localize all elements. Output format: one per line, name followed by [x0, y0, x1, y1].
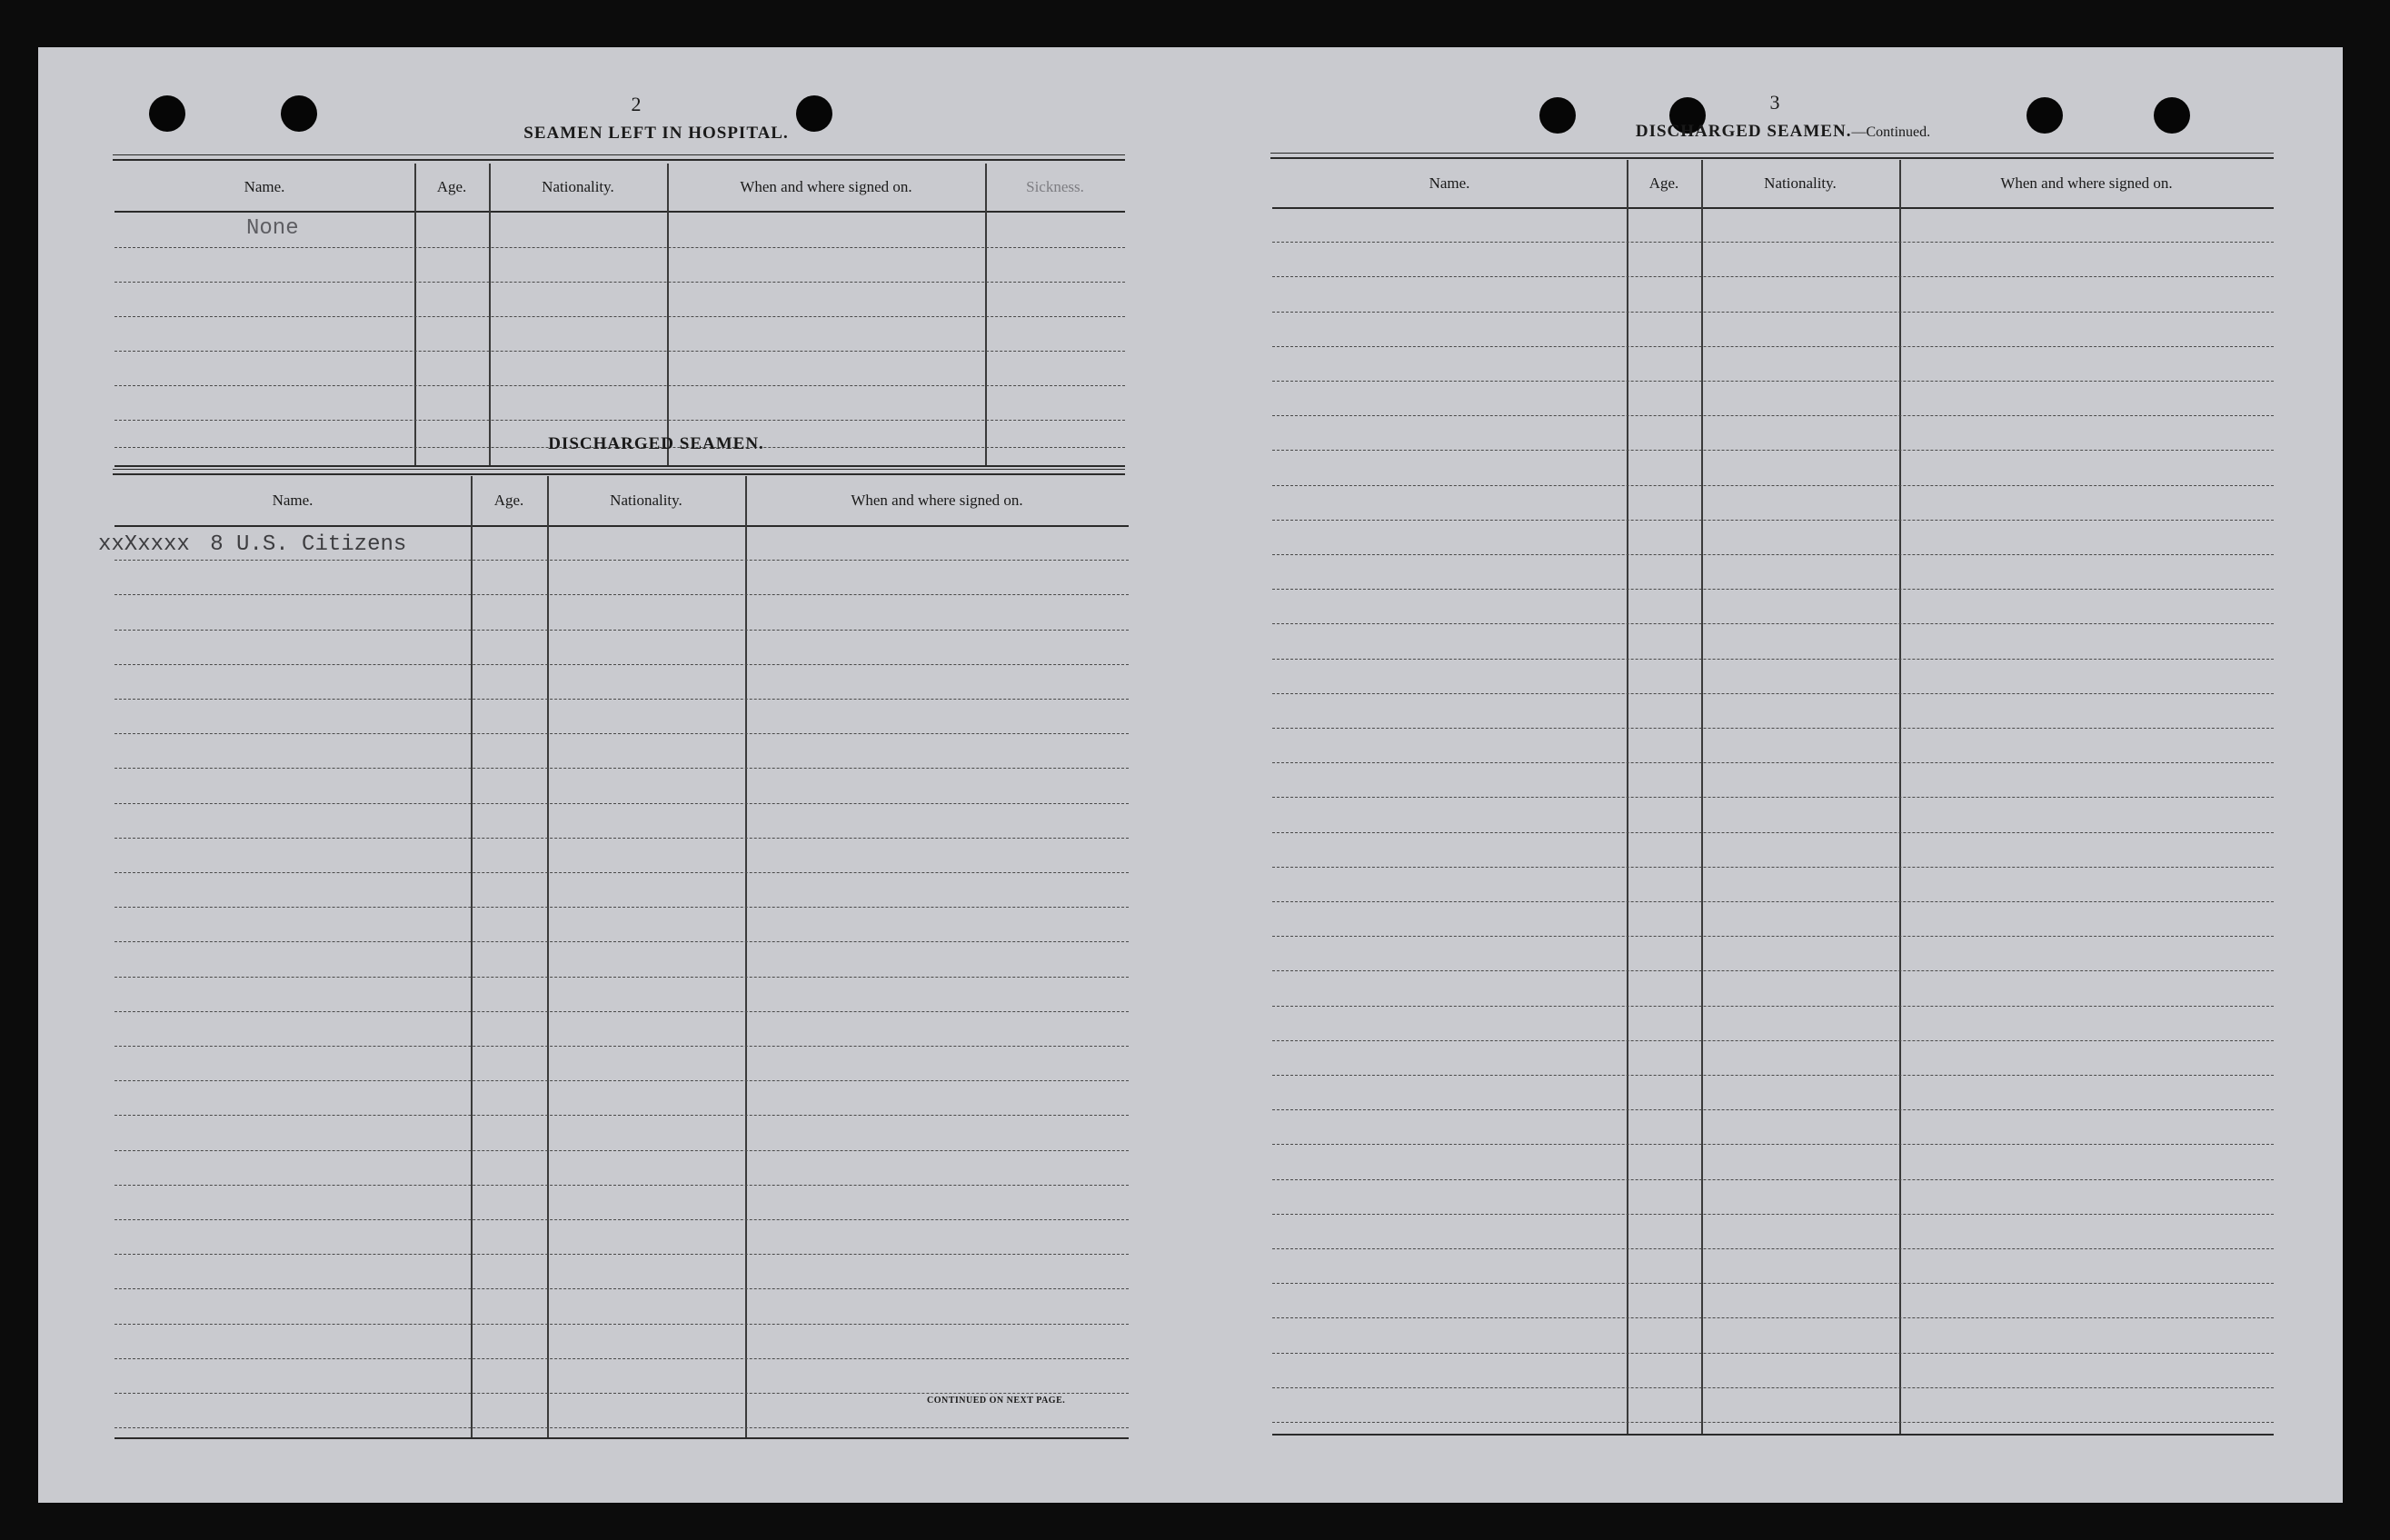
row-line [1272, 276, 2274, 277]
row-line [1272, 1144, 2274, 1145]
row-line [115, 1393, 1129, 1394]
row-line [1272, 867, 2274, 868]
row-line [115, 733, 1129, 734]
row-line [1272, 1179, 2274, 1180]
discharged-entry-text: 8 U.S. Citizens [210, 532, 407, 557]
header-nationality: Nationality. [542, 178, 614, 195]
row-line [115, 560, 1129, 561]
discharged-entry [98, 532, 406, 557]
row-line [1272, 485, 2274, 486]
row-line [115, 768, 1129, 769]
continued-section-title [1583, 122, 1983, 142]
header-name: Name. [272, 492, 314, 509]
hospital-top-rule [113, 154, 1125, 155]
row-line [1272, 312, 2274, 313]
row-line [115, 664, 1129, 665]
row-line [115, 872, 1129, 873]
row-line [115, 282, 1125, 283]
punch-hole [149, 95, 185, 132]
right-top-rule [1270, 153, 2274, 154]
row-line [1272, 346, 2274, 347]
header-sickness: Sickness. [1026, 178, 1084, 195]
discharged-top-rule [113, 469, 1125, 470]
row-line [1272, 242, 2274, 243]
row-line [1272, 693, 2274, 694]
row-line [1272, 623, 2274, 624]
header-name: Name. [1429, 174, 1470, 192]
row-line [115, 907, 1129, 908]
punch-hole [1539, 97, 1576, 134]
punch-hole [2027, 97, 2063, 134]
header-name: Name. [244, 178, 285, 195]
row-line [115, 1115, 1129, 1116]
header-signed-on: When and where signed on. [2000, 174, 2173, 192]
row-line [1272, 1422, 2274, 1423]
row-line [1272, 1006, 2274, 1007]
row-line [1272, 381, 2274, 382]
row-line [115, 1358, 1129, 1359]
struck-out-text: xxXxxxx [98, 532, 190, 557]
page-number-left: 2 [631, 93, 642, 115]
row-line [1272, 728, 2274, 729]
row-line [115, 420, 1125, 421]
header-age: Age. [436, 178, 467, 195]
column-divider [547, 476, 549, 1437]
row-line [1272, 1248, 2274, 1249]
row-line [115, 247, 1125, 248]
row-line [115, 803, 1129, 804]
discharged-table-header [115, 476, 1129, 527]
row-line [115, 630, 1129, 631]
row-line [1272, 1214, 2274, 1215]
row-line [115, 1011, 1129, 1012]
row-line [1272, 1040, 2274, 1041]
row-line [115, 1219, 1129, 1220]
row-line [1272, 589, 2274, 590]
discharged-section-title: DISCHARGED SEAMEN. [548, 434, 764, 453]
header-signed-on: When and where signed on. [851, 492, 1023, 509]
row-line [115, 1185, 1129, 1186]
row-line [115, 1288, 1129, 1289]
row-line [1272, 832, 2274, 833]
row-line [115, 385, 1125, 386]
punch-hole [2154, 97, 2190, 134]
row-line [115, 838, 1129, 839]
title-main: DISCHARGED SEAMEN. [1635, 122, 1852, 141]
header-age: Age. [1648, 174, 1679, 192]
row-line [115, 316, 1125, 317]
row-line [115, 941, 1129, 942]
header-age: Age. [493, 492, 524, 509]
row-line [115, 1324, 1129, 1325]
row-line [115, 1080, 1129, 1081]
ledger-sheet [38, 47, 2343, 1503]
row-line [115, 1150, 1129, 1151]
row-line [115, 699, 1129, 700]
row-line [115, 351, 1125, 352]
row-line [1272, 554, 2274, 555]
hospital-entry-name: None [246, 216, 299, 241]
row-line [1272, 520, 2274, 521]
row-line [1272, 936, 2274, 937]
row-line [115, 594, 1129, 595]
row-line [1272, 1353, 2274, 1354]
punch-hole [281, 95, 317, 132]
column-divider [471, 476, 473, 1437]
row-line [1272, 659, 2274, 660]
row-line [115, 1046, 1129, 1047]
row-line [1272, 797, 2274, 798]
row-line [115, 1254, 1129, 1255]
title-suffix: —Continued. [1851, 124, 1931, 140]
row-line [115, 977, 1129, 978]
row-line [1272, 1387, 2274, 1388]
continued-table-header [1272, 160, 2274, 209]
hospital-table [115, 164, 1125, 467]
row-line [1272, 1317, 2274, 1318]
row-line [1272, 450, 2274, 451]
header-nationality: Nationality. [1764, 174, 1837, 192]
row-line [115, 1427, 1129, 1428]
header-signed-on: When and where signed on. [740, 178, 912, 195]
header-nationality: Nationality. [610, 492, 682, 509]
row-line [1272, 1283, 2274, 1284]
column-divider [745, 476, 747, 1437]
row-line [1272, 762, 2274, 763]
page-number-right: 3 [1769, 91, 1780, 114]
row-line [1272, 970, 2274, 971]
discharged-table-right [1272, 160, 2274, 1436]
row-line [1272, 1109, 2274, 1110]
row-line [1272, 1075, 2274, 1076]
discharged-table-left [115, 476, 1129, 1439]
row-line [1272, 415, 2274, 416]
hospital-section-title: SEAMEN LEFT IN HOSPITAL. [523, 124, 789, 143]
hospital-table-header [115, 164, 1125, 213]
continued-note: CONTINUED ON NEXT PAGE. [927, 1396, 1066, 1406]
row-line [1272, 901, 2274, 902]
